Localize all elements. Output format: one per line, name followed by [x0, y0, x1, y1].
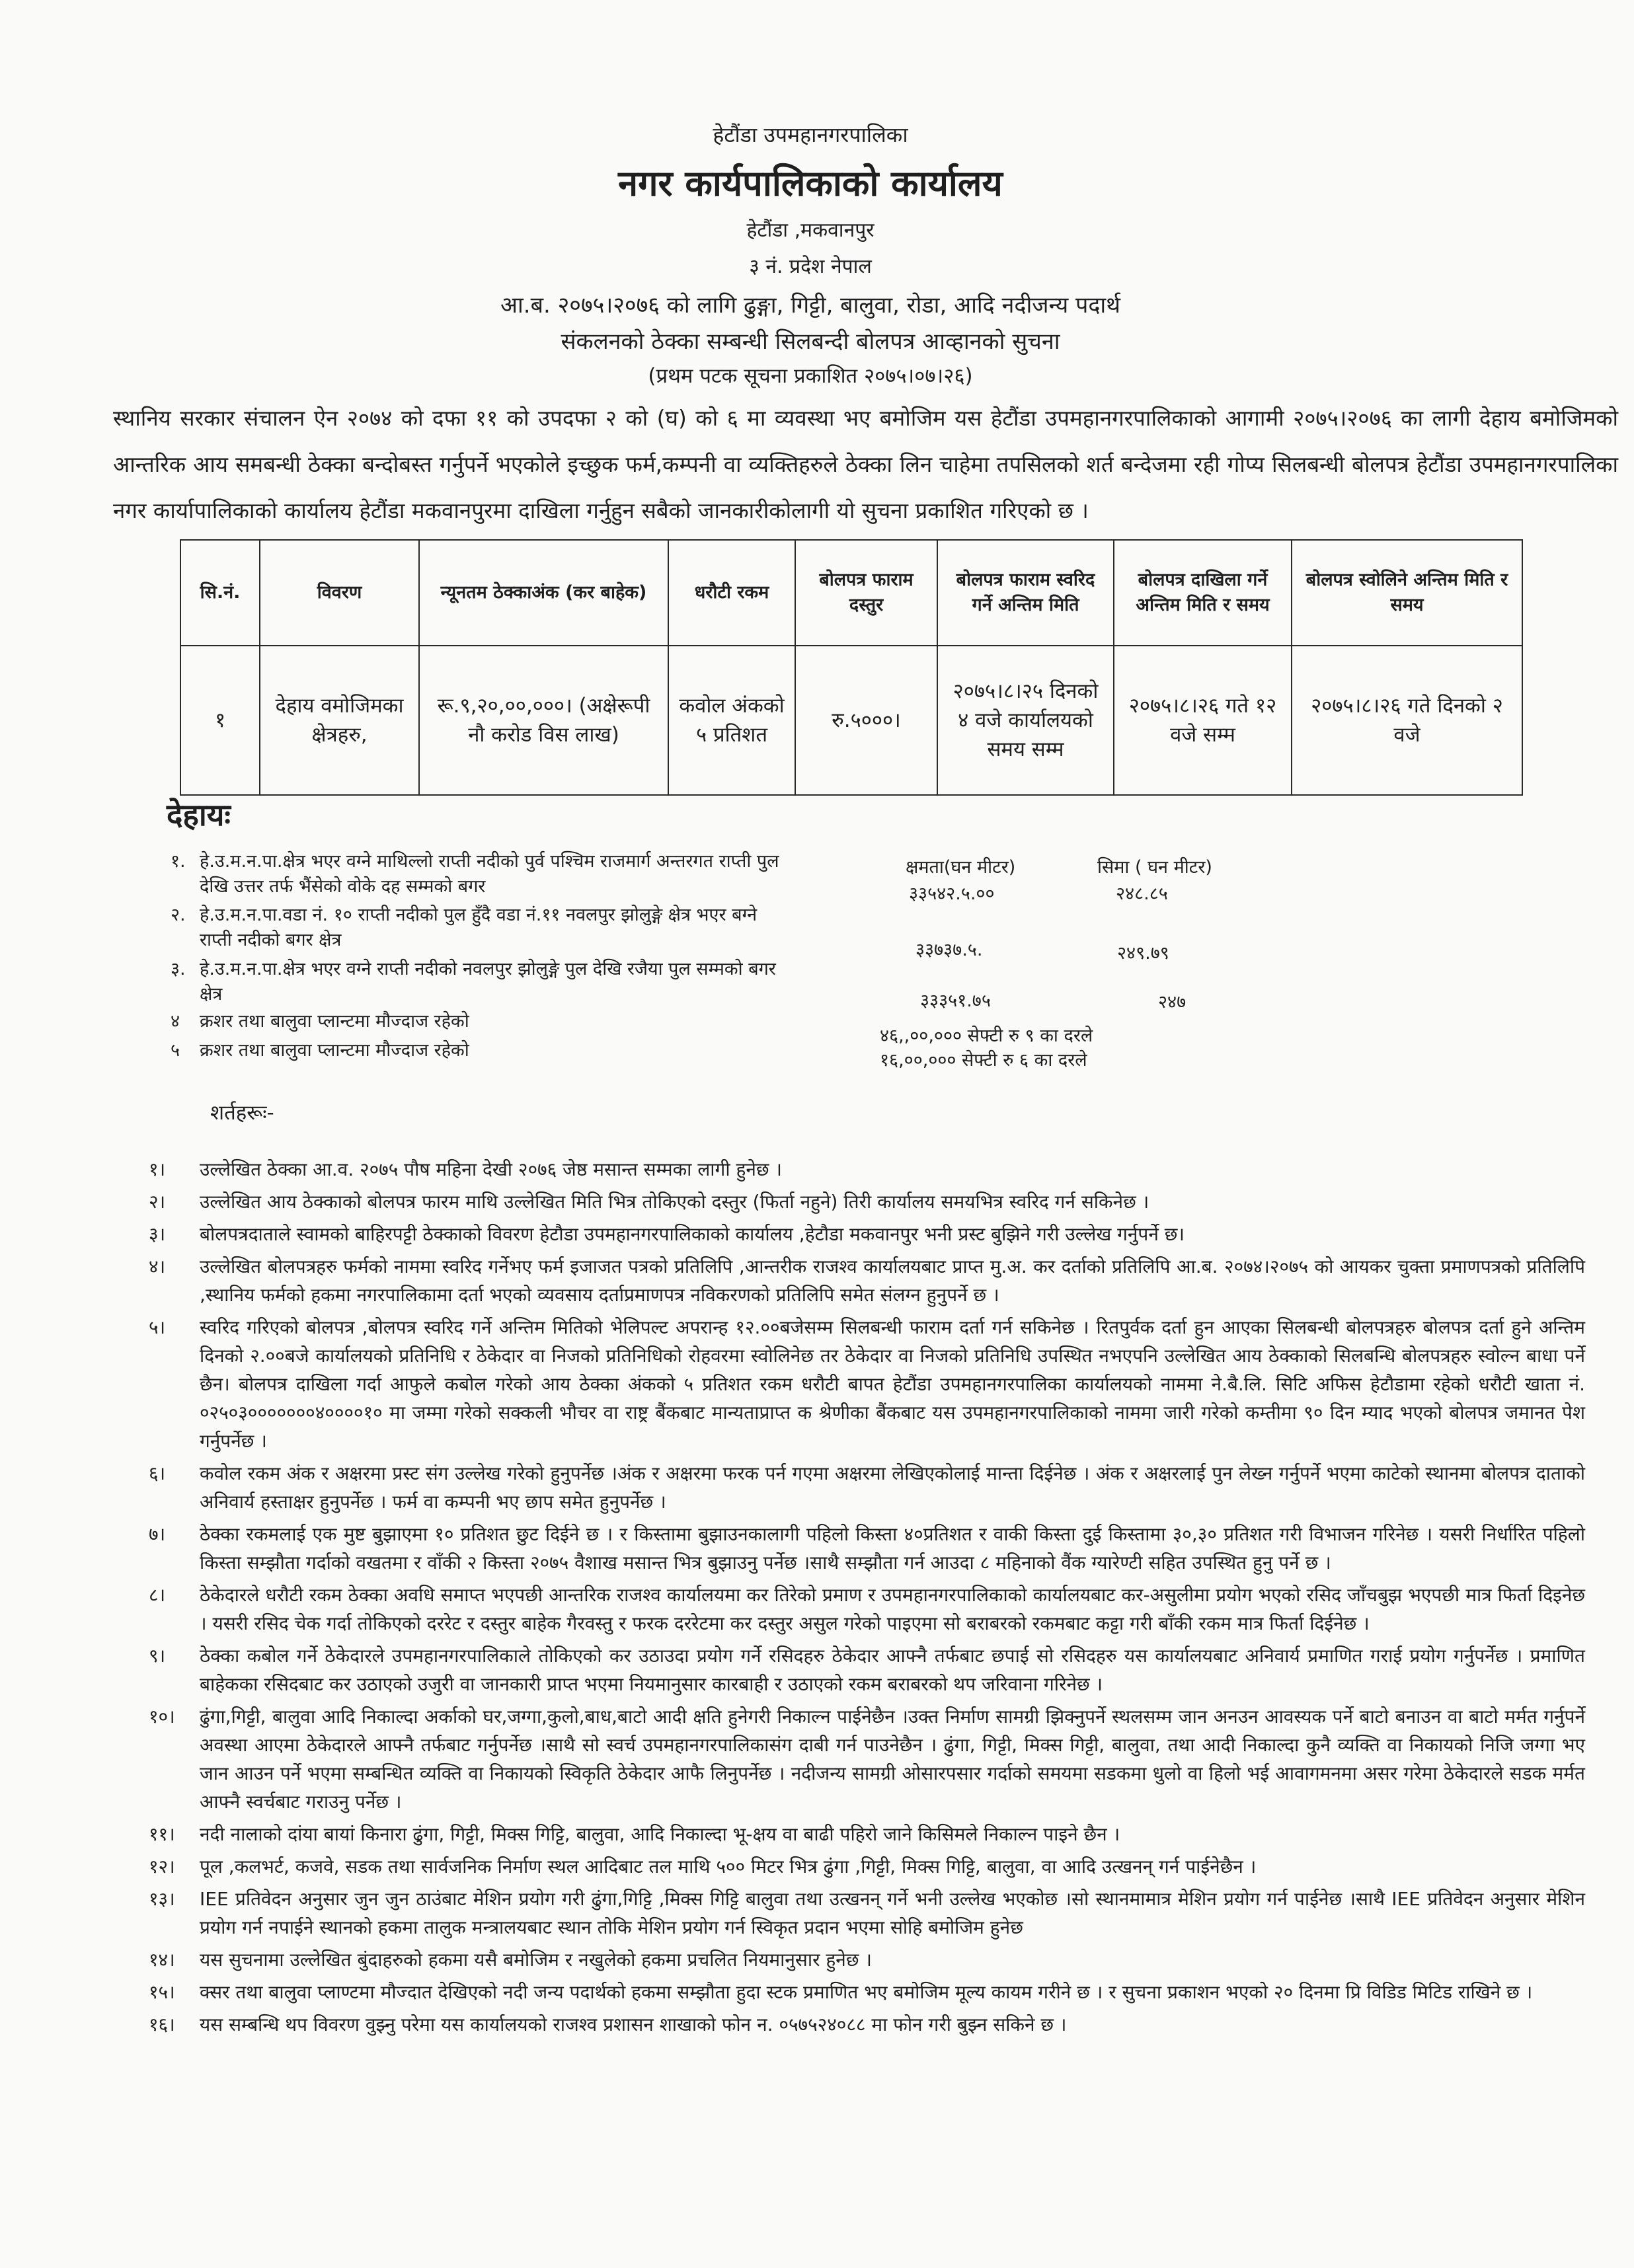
cell-deposit: कवोल अंकको ५ प्रतिशत — [668, 646, 795, 795]
area-item-text: क्रशर तथा बालुवा प्लान्टमा मौज्दाज रहेको — [200, 1011, 469, 1032]
condition-text: उल्लेखित बोलपत्रहरु फर्मको नाममा स्वरिद गर्नेभए फर्म इजाजत पत्रको प्रतिलिपि ,आन्तरीक राजश्व कार्यालयबाट प्राप्त मु.अ. कर दर्ताको प्रतिलिपि आ.ब. २०७४।२०७५ को आयकर चुक्ता प्रमाणपत्रको प्रतिलिपि ,स्थानिय फर्मको हकमा नगरपालिकामा दर्ता भएको व्यवसाय दर्ताप्रमाणपत्र नविकरणको प्रतिलिपि समेत संलग्न हुनुपर्ने छ । — [200, 1256, 1585, 1306]
area-item-capacity: ३३३५१.७५ — [920, 991, 991, 1011]
condition-item — [149, 1946, 1585, 1974]
cell-submission-deadline: २०७५।८।२६ गते १२ वजे सम्म — [1114, 646, 1292, 795]
condition-text: क्सर तथा बालुवा प्लाण्टमा मौज्दात देखिएको नदी जन्य पदार्थको हकमा सम्झौता हुदा स्टक प्रमाणित भए बमोजिम मूल्य कायम गरीने छ । र सुचना प्रकाशन भएको २० दिनमा प्रि विडिड मिटिड राखिने छ । — [200, 1981, 1533, 2003]
condition-number: ६। — [149, 1462, 166, 1484]
tender-table — [180, 539, 1523, 796]
condition-text: यस सुचनामा उल्लेखित बुंदाहरुको हकमा यसै बमोजिम र नखुलेको हकमा प्रचलित नियमानुसार हुनेछ । — [200, 1949, 872, 1971]
header-description: विवरण — [260, 540, 419, 646]
header-submission-deadline: बोलपत्र दाखिला गर्ने अन्तिम मिति र समय — [1114, 540, 1292, 646]
condition-text: ठेक्का रकमलाई एक मुष्ट बुझाएमा १० प्रतिशत छुट दिईने छ । र किस्तामा बुझाउनकालागी पहिलो किस्ता ४०प्रतिशत र वाकी किस्ता दुई किस्तामा ३०,३० प्रतिशत गरी विभाजन गरिनेछ । यसरी निर्धारित पहिलो किस्ता सम्झौता गर्दाको वखतमा र वाँकी २ किस्ता २०७५ वैशाख मसान्त भित्र बुझाउनु पर्नेछ ।साथै सम्झौता गर्न आउदा ८ महिनाको वैंक ग्यारेण्टी सहित उपस्थित हुनु पर्ने छ । — [200, 1523, 1585, 1573]
intro-paragraph: स्थानिय सरकार संचालन ऐन २०७४ को दफा ११ को उपदफा २ को (घ) को ६ मा व्यवस्था भए बमोजिम यस हेटौंडा उपमहानगरपालिकाको आगामी २०७५।२०७६ का लागी देहाय बमोजिमको आन्तरिक आय समबन्धी ठेक्का बन्दोबस्त गर्नुपर्ने भएकोले इच्छुक फर्म,कम्पनी वा व्यक्तिहरुले ठेक्का लिन चाहेमा तपसिलको शर्त बन्देजमा रही गोप्य सिलबन्धी बोलपत्र हेटौंडा उपमहानगरपालिका नगर कार्यापालिकाको कार्यालय हेटौंडा मकवानपुरमा दाखिला गर्नुहुन सबैको जानकारीकोलागी यो सुचना प्रकाशित गरिएको छ । — [113, 405, 1618, 523]
condition-item — [149, 1642, 1585, 1698]
condition-text: IEE प्रतिवेदन अनुसार जुन जुन ठाउंबाट मेशिन प्रयोग गरी ढुंगा,गिट्टि ,मिक्स गिट्टि बालुवा तथा उत्खनन् गर्ने भनी उल्लेख भएकोछ ।सो स्थानमामात्र मेशिन प्रयोग गर्न पाईनेछ ।साथै IEE प्रतिवेदन अनुसार मेशिन प्रयोग गर्न नपाईने स्थानको हकमा तालुक मन्त्रालयबाट स्थान तोकि मेशिन प्रयोग गर्न स्विकृत प्रदान भएमा सोहि बमोजिम हुनेछ — [200, 1888, 1585, 1938]
area-item-text: हे.उ.म.न.पा.क्षेत्र भएर वग्ने राप्ती नदीको नवलपुर झोलुङ्गे पुल देखि रजैया पुल सम्मको बगर क्षेत्र — [200, 959, 776, 1004]
condition-item — [149, 2010, 1585, 2039]
cell-serial: १ — [180, 646, 260, 795]
condition-text: ढुंगा,गिट्टी, बालुवा आदि निकाल्दा अर्काको घर,जग्गा,कुलो,बाध,बाटो आदी क्षति हुनेगरी निकाल्न पाईनेछैन ।उक्त निर्माण सामग्री झिक्नुपर्ने स्थलसम्म जान अनउन आवस्यक पर्ने बाटो बनाउन वा बाटो मर्मत गर्नुपर्ने अवस्था आएमा ठेकेदारले आफ्नै तर्फबाट गर्नुपर्नेछ ।साथै सो स्वर्च उपमहानगरपालिकासंग दाबी गर्न पाउनेछैन । ढुंगा, गिट्टी, मिक्स गिट्टी, बालुवा, तथा आदी निकाल्दा कुनै व्यक्ति वा निकायको निजि जग्गा भए जान आउन पर्ने भएमा सम्बन्धित व्यक्ति वा निकायको स्विकृति ठेकेदार आफै लिनुपर्नेछ । नदीजन्य सामग्री ओसारपसार गर्दाको समयमा सडकमा धुलो वा हिलो भई आवागमनमा असर गरेमा ठेकेदारले सडक मर्मत आफ्नै स्वर्चबाट गराउनु पर्नेछ । — [200, 1706, 1585, 1813]
condition-number: १४। — [149, 1949, 175, 1971]
area-item-number: १. — [171, 851, 186, 872]
condition-number: १। — [149, 1158, 166, 1180]
condition-item — [149, 1220, 1585, 1248]
area-item-text: हे.उ.म.न.पा.वडा नं. १० राप्ती नदीको पुल हुँदै वडा नं.११ नवलपुर झोलुङ्गे क्षेत्र भएर बग्ने राप्ती नदीको बगर क्षेत्र — [200, 905, 758, 950]
table-body — [180, 646, 1522, 795]
condition-item — [149, 1852, 1585, 1881]
area-item-capacity: ३३५४२.५.०० — [909, 884, 995, 904]
area-item-number: ३. — [171, 959, 186, 979]
condition-item — [149, 1313, 1585, 1455]
condition-text: यस सम्बन्धि थप विवरण वुझ्नु परेमा यस कार्यालयको राजश्व प्रशासन शाखाको फोन न. ०५७५२४०८८ मा फोन गरी बुझ्न सकिने छ । — [200, 2014, 1067, 2035]
condition-item — [149, 1885, 1585, 1942]
notice-subject-line-2: संकलनको ठेक्का सम्बन्धी सिलबन्दी बोलपत्र आव्हानको सुचना — [561, 328, 1060, 355]
header-opening-time: बोलपत्र स्वोलिने अन्तिम मिति र समय — [1292, 540, 1522, 646]
condition-number: १५। — [149, 1981, 175, 2003]
header-minimum-amount: न्यूनतम ठेक्काअंक (कर बाहेक) — [419, 540, 668, 646]
conditions-heading: शर्तहरूः- — [210, 1101, 274, 1125]
cell-purchase-deadline: २०७५।८।२५ दिनको ४ वजे कार्यालयको समय सम्म — [937, 646, 1114, 795]
area-item-quantity: ४६,,००,००० सेफ्टी रु ९ का दरले — [880, 1026, 1093, 1046]
condition-number: ७। — [149, 1523, 166, 1545]
condition-number: १३। — [149, 1888, 175, 1910]
condition-item — [149, 1702, 1585, 1816]
limit-column-header: सिमा ( घन मीटर) — [1097, 857, 1212, 878]
cell-form-fee: रु.५०००। — [795, 646, 937, 795]
condition-item — [149, 1978, 1585, 2006]
condition-number: ८। — [149, 1584, 166, 1606]
area-item-text: क्रशर तथा बालुवा प्लान्टमा मौज्दाज रहेको — [200, 1040, 469, 1061]
header-serial: सि.नं. — [180, 540, 260, 646]
area-item-quantity: १६,००,००० सेफ्टी रु ६ का दरले — [880, 1050, 1087, 1071]
area-item-limit: २४७ — [1158, 992, 1187, 1012]
publication-note: (प्रथम पटक सूचना प्रकाशित २०७५।०७।२६) — [648, 364, 973, 388]
office-address: हेटौंडा ,मकवानपुर — [746, 219, 875, 242]
condition-text: नदी नालाको दांया बायां किनारा ढुंगा, गिट्टी, मिक्स गिट्टि, बालुवा, आदि निकाल्दा भू-क्षय वा बाढी पहिरो जाने किसिमले निकाल्न पाइने छैन । — [200, 1823, 1120, 1845]
condition-item — [149, 1520, 1585, 1577]
condition-number: २। — [149, 1191, 166, 1213]
notice-subject-line-1: आ.ब. २०७५।२०७६ को लागि ढुङ्गा, गिट्टी, बालुवा, रोडा, आदि नदीजन्य पदार्थ — [500, 292, 1120, 319]
condition-item — [149, 1155, 1585, 1184]
municipality-name: हेटौंडा उपमहानगरपालिका — [713, 122, 908, 147]
condition-text: उल्लेखित ठेक्का आ.व. २०७५ पौष महिना देखी २०७६ जेष्ठ मसान्त सम्मका लागी हुनेछ । — [200, 1158, 783, 1180]
condition-number: ४। — [149, 1256, 166, 1277]
header-deposit: धरौटी रकम — [668, 540, 795, 646]
header-purchase-deadline: बोलपत्र फाराम स्वरिद गर्ने अन्तिम मिति — [937, 540, 1114, 646]
condition-number: ५। — [149, 1316, 166, 1338]
province-line: ३ नं. प्रदेश नेपाल — [749, 255, 872, 278]
condition-text: उल्लेखित आय ठेक्काको बोलपत्र फारम माथि उल्लेखित मिति भित्र तोकिएको दस्तुर (फिर्ता नहुने) तिरी कार्यालय समयभित्र स्वरिद गर्न सकिनेछ । — [200, 1191, 1149, 1213]
condition-text: बोलपत्रदाताले स्वामको बाहिरपट्टी ठेक्काको विवरण हेटौडा उपमहानगरपालिकाको कार्यालय ,हेटौडा मकवानपुर भनी प्रस्ट बुझिने गरी उल्लेख गर्नुपर्ने छ। — [200, 1223, 1185, 1245]
area-item-number: २. — [171, 905, 186, 925]
office-title: नगर कार्यपालिकाको कार्यालय — [618, 163, 1003, 204]
condition-text: पूल ,कलभर्ट, कजवे, सडक तथा सार्वजनिक निर्माण स्थल आदिबाट तल माथि ५०० मिटर भित्र ढुंगा ,गिट्टी, मिक्स गिट्टि, बालुवा, वा आदि उत्खनन् गर्न पाईनेछैन । — [200, 1856, 1257, 1877]
condition-text: स्वरिद गरिएको बोलपत्र ,बोलपत्र स्वरिद गर्ने अन्तिम मितिको भेलिपल्ट अपरान्ह १२.००बजेसम्म सिलबन्धी फाराम दर्ता गर्न सकिनेछ । रितपुर्वक दर्ता हुन आएका सिलबन्धी बोलपत्रहरु बोलपत्र दर्ता हुने अन्तिम दिनको २.००बजे कार्यालयको प्रतिनिधि र ठेकेदार वा निजको प्रतिनिधिको रोहवरमा स्वोलिनेछ तर ठेकेदार वा निजको प्रतिनिधि उपस्थित नभएपनि उल्लेखित आय ठेक्काको सिलबन्धि बोलपत्रहरु स्वोल्न बाधा पर्ने छैन। बोलपत्र दाखिला गर्दा आफुले कबोल गरेको आय ठेक्का अंकको ५ प्रतिशत रकम धरौटी बापत हेटौंडा उपमहानगरपालिका कार्यालयको नाममा ने.बै.लि. सिटि अफिस हेटौडामा रहेको धरौटी खाता नं. ०२५०३०००००००४००००१० मा जम्मा गरेको सक्कली भौचर वा राष्ट्र बैंकबाट मान्यताप्राप्त क श्रेणीका बैंकबाट यस उपमहानगरपालिकाको नाममा जारी गरेको कम्तीमा ९० दिन म्याद भएको बोलपत्र जमानत पेश गर्नुपर्नेछ । — [200, 1316, 1585, 1452]
condition-item — [149, 1820, 1585, 1848]
condition-number: ११। — [149, 1823, 175, 1845]
conditions-list — [149, 1155, 1585, 2043]
table-row — [180, 646, 1522, 795]
condition-item — [149, 1459, 1585, 1516]
condition-number: ९। — [149, 1645, 166, 1667]
condition-item — [149, 1188, 1585, 1216]
cell-minimum-amount: रू.९,२०,००,०००। (अक्षेरूपी नौ करोड विस लाख) — [419, 646, 668, 795]
condition-number: १०। — [149, 1706, 175, 1727]
condition-text: कवोल रकम अंक र अक्षरमा प्रस्ट संग उल्लेख गरेको हुनुपर्नेछ ।अंक र अक्षरमा फरक पर्न गएमा अक्षरमा लेखिएकोलाई मान्ता दिईनेछ । अंक र अक्षरलाई पुन लेख्न गर्नुपर्ने भएमा काटेको स्थानमा बोलपत्र दाताको अनिवार्य हस्ताक्षर हुनुपर्नेछ । फर्म वा कम्पनी भए छाप समेत हुनुपर्नेछ । — [200, 1462, 1585, 1513]
table-header-row — [180, 540, 1522, 646]
area-item-capacity: ३३७३७.५. — [915, 940, 983, 960]
condition-item — [149, 1252, 1585, 1309]
area-item-text: हे.उ.म.न.पा.क्षेत्र भएर वग्ने माथिल्लो राप्ती नदीको पुर्व पश्चिम राजमार्ग अन्तरगत राप्ती पुल देखि उत्तर तर्फ भैंसेको वोके दह सम्मको बगर — [200, 851, 779, 897]
cell-description: देहाय वमोजिमका क्षेत्रहरु, — [260, 646, 419, 795]
table-header — [180, 540, 1522, 646]
area-item-number: ४ — [171, 1011, 180, 1032]
condition-text: ठेकेदारले धरौटी रकम ठेक्का अवधि समाप्त भएपछी आन्तरिक राजश्व कार्यालयमा कर तिरेको प्रमाण र उपमहानगरपालिकाको कार्यालयबाट कर-असुलीमा प्रयोग भएको रसिद जाँचबुझ भएपछी मात्र फिर्ता दिइनेछ । यसरी रसिद चेक गर्दा तोकिएको दररेट र दस्तुर बाहेक गैरवस्तु र फरक दररेटमा कर दस्तुर असुल गरेको पाइएमा सो बराबरको रकमबाट कट्टा गरी बाँकी रकम मात्र फिर्ता दिईनेछ । — [200, 1584, 1585, 1634]
condition-number: १६। — [149, 2014, 175, 2035]
areas-heading: देहायः — [167, 797, 231, 833]
header-form-fee: बोलपत्र फाराम दस्तुर — [795, 540, 937, 646]
condition-number: ३। — [149, 1223, 166, 1245]
area-item-number: ५ — [171, 1040, 180, 1061]
area-item-limit: २४८.८५ — [1116, 884, 1168, 904]
area-item-limit: २४९.७९ — [1117, 943, 1169, 964]
condition-number: १२। — [149, 1856, 175, 1877]
condition-item — [149, 1581, 1585, 1638]
capacity-column-header: क्षमता(घन मीटर) — [906, 857, 1016, 878]
condition-text: ठेक्का कबोल गर्ने ठेकेदारले उपमहानगरपालिकाले तोकिएको कर उठाउदा प्रयोग गर्ने रसिदहरु ठेकेदार आफ्नै तर्फबाट छपाई सो रसिदहरु यस कार्यालयबाट अनिवार्य प्रमाणित गराई प्रयोग गर्नुपर्नेछ । प्रमाणित बाहेकका रसिदबाट कर उठाएको उजुरी वा जानकारी प्राप्त भएमा नियमानुसार कारबाही र उठाएको रकम बराबरको थप जरिवाना गरिनेछ । — [200, 1645, 1585, 1695]
cell-opening-time: २०७५।८।२६ गते दिनको २ वजे — [1292, 646, 1522, 795]
